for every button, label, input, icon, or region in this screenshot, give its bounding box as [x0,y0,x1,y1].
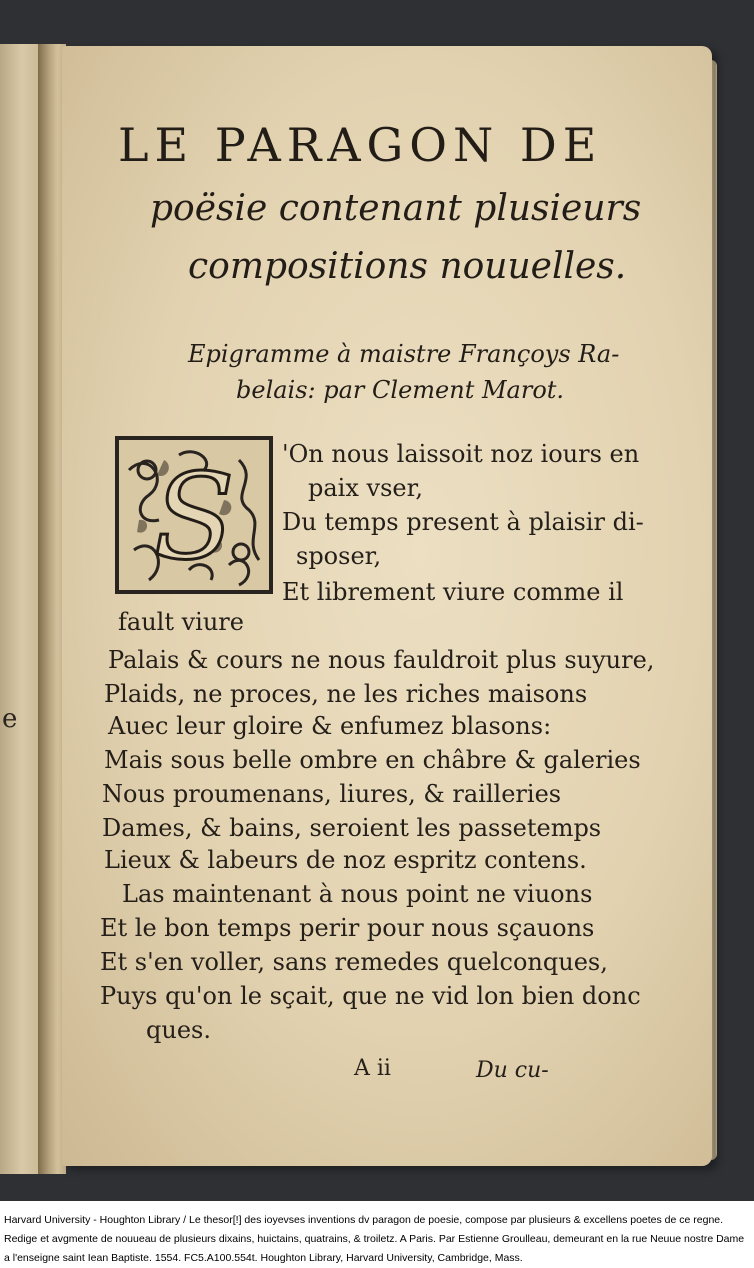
poem-line: Plaids, ne proces, ne les riches maisons [104,680,588,708]
poem-line: fault viure [118,608,244,636]
epigram-heading-line-2: belais: par Clement Marot. [236,376,565,404]
initial-letter: S [153,448,235,586]
poem-line: Et s'en voller, sans remedes quelconques, [100,948,608,976]
poem-line: Et le bon temps perir pour nous sçauons [100,914,595,942]
decorated-initial [115,436,273,594]
subtitle-line-2: compositions nouuelles. [188,246,627,287]
subtitle-line-1: poësie contenant plusieurs [150,188,642,229]
page-title: LE PARAGON DE [118,118,603,172]
poem-line: Puys qu'on le sçait, que ne vid lon bien donc [100,982,641,1010]
poem-line: 'On nous laissoit noz iours en [282,440,640,468]
poem-line: ques. [146,1016,211,1044]
poem-line: Et librement viure comme il [282,578,624,606]
poem-line: Nous proumenans, liures, & railleries [102,780,562,808]
poem-line: Lieux & labeurs de noz espritz contens. [104,846,587,874]
image-caption: Harvard University - Houghton Library / Le thesor[!] des ioyevses inventions dv paragon de poesie, compose par plusieurs & excellens poetes de ce regne. Redige et avgmente de nouueau de plusieurs dixains, huictains, quatrains, & troiletz. A Paris. Par Estienne Groulleau, demeurant en la rue Neuue nostre Dame a l'enseigne saint Iean Baptiste. 1554. FC5.A100.554t. Houghton Library, Harvard University, Cambridge, Mass. [4,1214,745,1264]
poem-line: Palais & cours ne nous fauldroit plus suyure, [108,646,655,674]
left-page-fragment: e [2,704,18,734]
poem-line: Du temps present à plaisir di- [282,508,644,536]
poem-line: Dames, & bains, seroient les passetemps [102,814,602,842]
poem-line: Las maintenant à nous point ne viuons [122,880,593,908]
signature-mark: A ii [354,1056,391,1081]
poem-line: sposer, [296,542,382,570]
poem-line: Auec leur gloire & enfumez blasons: [108,712,552,740]
poem-line: Mais sous belle ombre en châbre & galeries [104,746,641,774]
ornament-icon [119,440,269,590]
catchword: Du cu- [476,1058,549,1083]
poem-line: paix vser, [308,474,424,502]
epigram-heading-line-1: Epigramme à maistre Françoys Ra- [188,340,620,368]
